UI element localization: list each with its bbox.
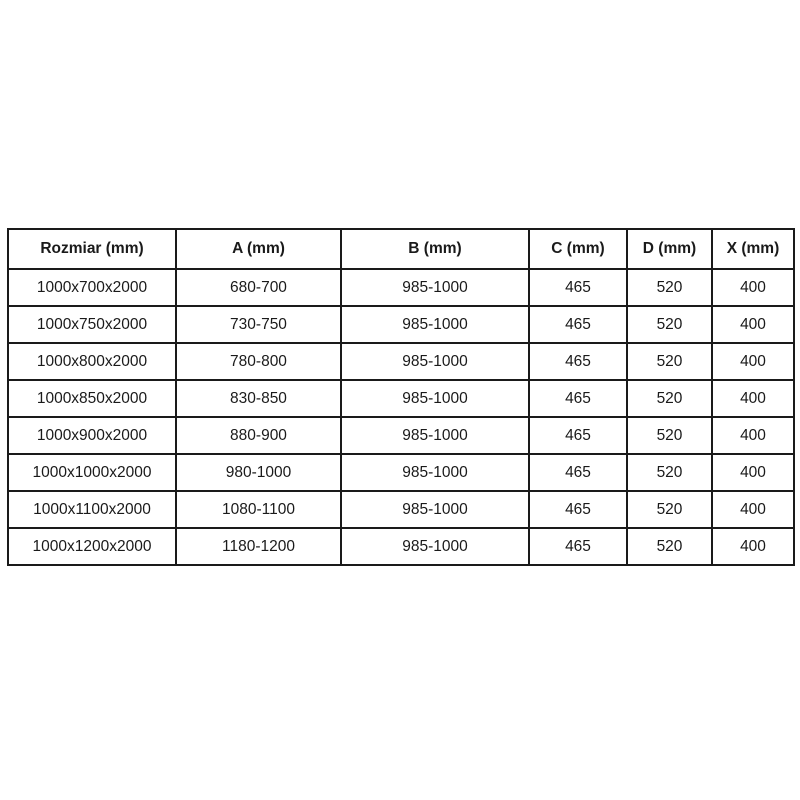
table-cell: 1000x1000x2000 xyxy=(8,454,176,491)
table-cell: 1000x900x2000 xyxy=(8,417,176,454)
table-cell: 400 xyxy=(712,269,794,306)
table-cell: 520 xyxy=(627,528,712,565)
table-row xyxy=(8,528,794,565)
table-cell: 400 xyxy=(712,380,794,417)
table-cell: 1080-1100 xyxy=(176,491,341,528)
table-cell: 520 xyxy=(627,306,712,343)
table-cell: 400 xyxy=(712,306,794,343)
table-cell: 400 xyxy=(712,454,794,491)
table-cell: 985-1000 xyxy=(341,343,529,380)
table-cell: 520 xyxy=(627,454,712,491)
table-cell: 985-1000 xyxy=(341,454,529,491)
table-header xyxy=(8,229,794,269)
table-row xyxy=(8,417,794,454)
column-header: Rozmiar (mm) xyxy=(8,229,176,269)
table-body xyxy=(8,269,794,565)
table-cell: 465 xyxy=(529,491,627,528)
table-row xyxy=(8,454,794,491)
table-cell: 1180-1200 xyxy=(176,528,341,565)
table-cell: 400 xyxy=(712,417,794,454)
table-cell: 980-1000 xyxy=(176,454,341,491)
table-cell: 465 xyxy=(529,343,627,380)
table-row xyxy=(8,269,794,306)
table-row xyxy=(8,306,794,343)
table-row xyxy=(8,380,794,417)
table-cell: 985-1000 xyxy=(341,417,529,454)
table-cell: 985-1000 xyxy=(341,306,529,343)
table-cell: 465 xyxy=(529,528,627,565)
table-cell: 465 xyxy=(529,454,627,491)
table-header-row xyxy=(8,229,794,269)
table-cell: 780-800 xyxy=(176,343,341,380)
table-cell: 1000x800x2000 xyxy=(8,343,176,380)
table-cell: 400 xyxy=(712,491,794,528)
table-cell: 680-700 xyxy=(176,269,341,306)
table-cell: 520 xyxy=(627,380,712,417)
table-cell: 465 xyxy=(529,417,627,454)
dimensions-table xyxy=(7,228,795,566)
table-cell: 520 xyxy=(627,343,712,380)
table-cell: 465 xyxy=(529,269,627,306)
table-cell: 985-1000 xyxy=(341,528,529,565)
table-cell: 985-1000 xyxy=(341,380,529,417)
table-cell: 520 xyxy=(627,269,712,306)
table-cell: 1000x750x2000 xyxy=(8,306,176,343)
table-cell: 985-1000 xyxy=(341,491,529,528)
column-header: D (mm) xyxy=(627,229,712,269)
table-row xyxy=(8,491,794,528)
table-cell: 400 xyxy=(712,343,794,380)
table-cell: 465 xyxy=(529,306,627,343)
column-header: B (mm) xyxy=(341,229,529,269)
table-cell: 520 xyxy=(627,417,712,454)
table-cell: 880-900 xyxy=(176,417,341,454)
table-cell: 985-1000 xyxy=(341,269,529,306)
column-header: X (mm) xyxy=(712,229,794,269)
table-cell: 1000x700x2000 xyxy=(8,269,176,306)
table-cell: 1000x1200x2000 xyxy=(8,528,176,565)
column-header: A (mm) xyxy=(176,229,341,269)
table-cell: 400 xyxy=(712,528,794,565)
table-cell: 520 xyxy=(627,491,712,528)
table-cell: 465 xyxy=(529,380,627,417)
table-cell: 1000x1100x2000 xyxy=(8,491,176,528)
column-header: C (mm) xyxy=(529,229,627,269)
table-row xyxy=(8,343,794,380)
table-cell: 830-850 xyxy=(176,380,341,417)
table-cell: 730-750 xyxy=(176,306,341,343)
table-cell: 1000x850x2000 xyxy=(8,380,176,417)
